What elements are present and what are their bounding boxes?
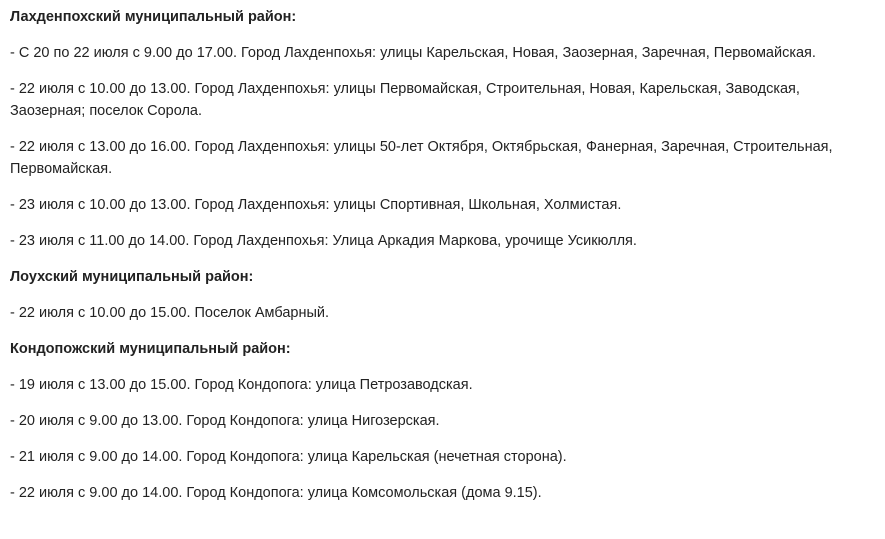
schedule-item: - 22 июля с 10.00 до 13.00. Город Лахденпохья: улицы Первомайская, Строительная, Новая, Карельская, Заводская, Заозерная; поселок Сорола. <box>10 81 800 119</box>
section-heading-lakhdenpokhsky: Лахденпохский муниципальный район: <box>10 9 297 25</box>
section-heading-kondopozhsky: Кондопожский муниципальный район: <box>10 341 291 357</box>
section-heading-loukhsky: Лоухский муниципальный район: <box>10 269 254 285</box>
schedule-item: - 23 июля с 10.00 до 13.00. Город Лахденпохья: улицы Спортивная, Школьная, Холмистая. <box>10 197 622 213</box>
schedule-item: - 20 июля с 9.00 до 13.00. Город Кондопога: улица Нигозерская. <box>10 413 440 429</box>
schedule-item: - 22 июля с 13.00 до 16.00. Город Лахденпохья: улицы 50-лет Октября, Октябрьская, Фанерная, Заречная, Строительная, Первомайская. <box>10 139 833 177</box>
schedule-item: - 22 июля с 9.00 до 14.00. Город Кондопога: улица Комсомольская (дома 9.15). <box>10 485 542 501</box>
schedule-item: - С 20 по 22 июля с 9.00 до 17.00. Город Лахденпохья: улицы Карельская, Новая, Заозерная, Заречная, Первомайская. <box>10 45 816 61</box>
schedule-item: - 22 июля с 10.00 до 15.00. Поселок Амбарный. <box>10 305 330 321</box>
schedule-item: - 23 июля с 11.00 до 14.00. Город Лахденпохья: Улица Аркадия Маркова, урочище Усикюлля. <box>10 233 637 249</box>
schedule-item: - 21 июля с 9.00 до 14.00. Город Кондопога: улица Карельская (нечетная сторона). <box>10 449 567 465</box>
schedule-item: - 19 июля с 13.00 до 15.00. Город Кондопога: улица Петрозаводская. <box>10 377 473 393</box>
